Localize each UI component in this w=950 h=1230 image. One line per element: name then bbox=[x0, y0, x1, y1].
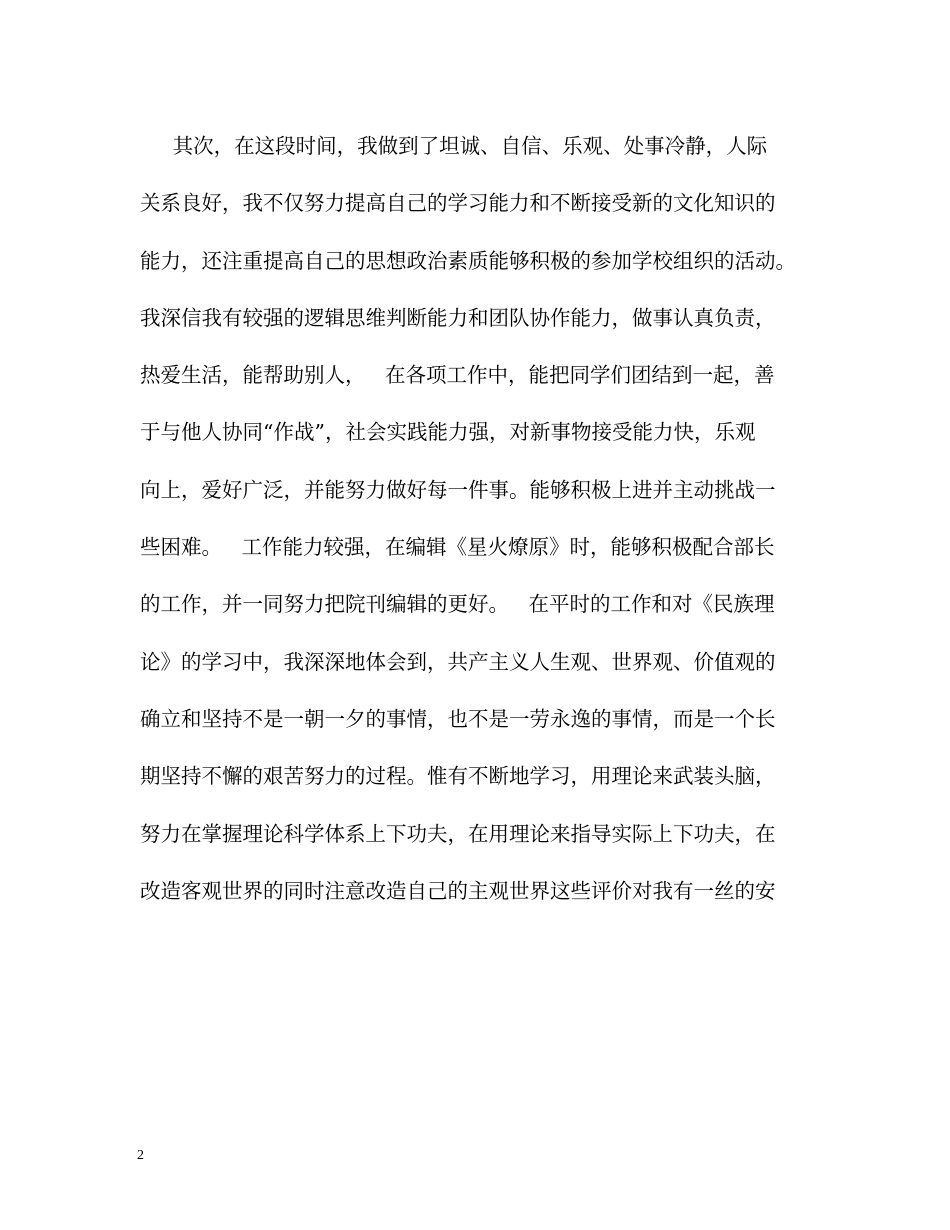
text-line: 确立和坚持不是一朝一夕的事情，也不是一劳永逸的事情，而是一个长 bbox=[140, 706, 776, 731]
text-line: 于与他人协同“作战”，社会实践能力强，对新事物接受能力快，乐观 bbox=[140, 420, 756, 445]
text-line: 努力在掌握理论科学体系上下功夫，在用理论来指导实际上下功夫，在 bbox=[140, 821, 776, 846]
text-line: 我深信我有较强的逻辑思维判断能力和团队协作能力，做事认真负责， bbox=[140, 305, 776, 330]
text-line: 向上，爱好广泛，并能努力做好每一件事。能够积极上进并主动挑战一 bbox=[140, 477, 776, 502]
text-line: 的工作，并一同努力把院刊编辑的更好。 在平时的工作和对《民族理 bbox=[140, 592, 775, 617]
text-line: 改造客观世界的同时注意改造自己的主观世界这些评价对我有一丝的安 bbox=[140, 878, 776, 903]
page-number: 2 bbox=[137, 1148, 144, 1163]
text-line: 期坚持不懈的艰苦努力的过程。惟有不断地学习，用理论来武装头脑， bbox=[140, 764, 776, 789]
text-line: 些困难。 工作能力较强，在编辑《星火燎原》时，能够积极配合部长 bbox=[140, 535, 775, 560]
text-line: 热爱生活，能帮助别人， 在各项工作中，能把同学们团结到一起，善 bbox=[140, 363, 775, 388]
text-line: 能力，还注重提高自己的思想政治素质能够积极的参加学校组织的活动。 bbox=[140, 248, 796, 273]
text-line: 其次，在这段时间，我做到了坦诚、自信、乐观、处事冷静，人际 bbox=[140, 134, 768, 158]
body-paragraph bbox=[140, 126, 840, 928]
text-line: 论》的学习中，我深深地体会到，共产主义人生观、世界观、价值观的 bbox=[140, 649, 776, 674]
text-line: 关系良好，我不仅努力提高自己的学习能力和不断接受新的文化知识的 bbox=[140, 191, 776, 216]
